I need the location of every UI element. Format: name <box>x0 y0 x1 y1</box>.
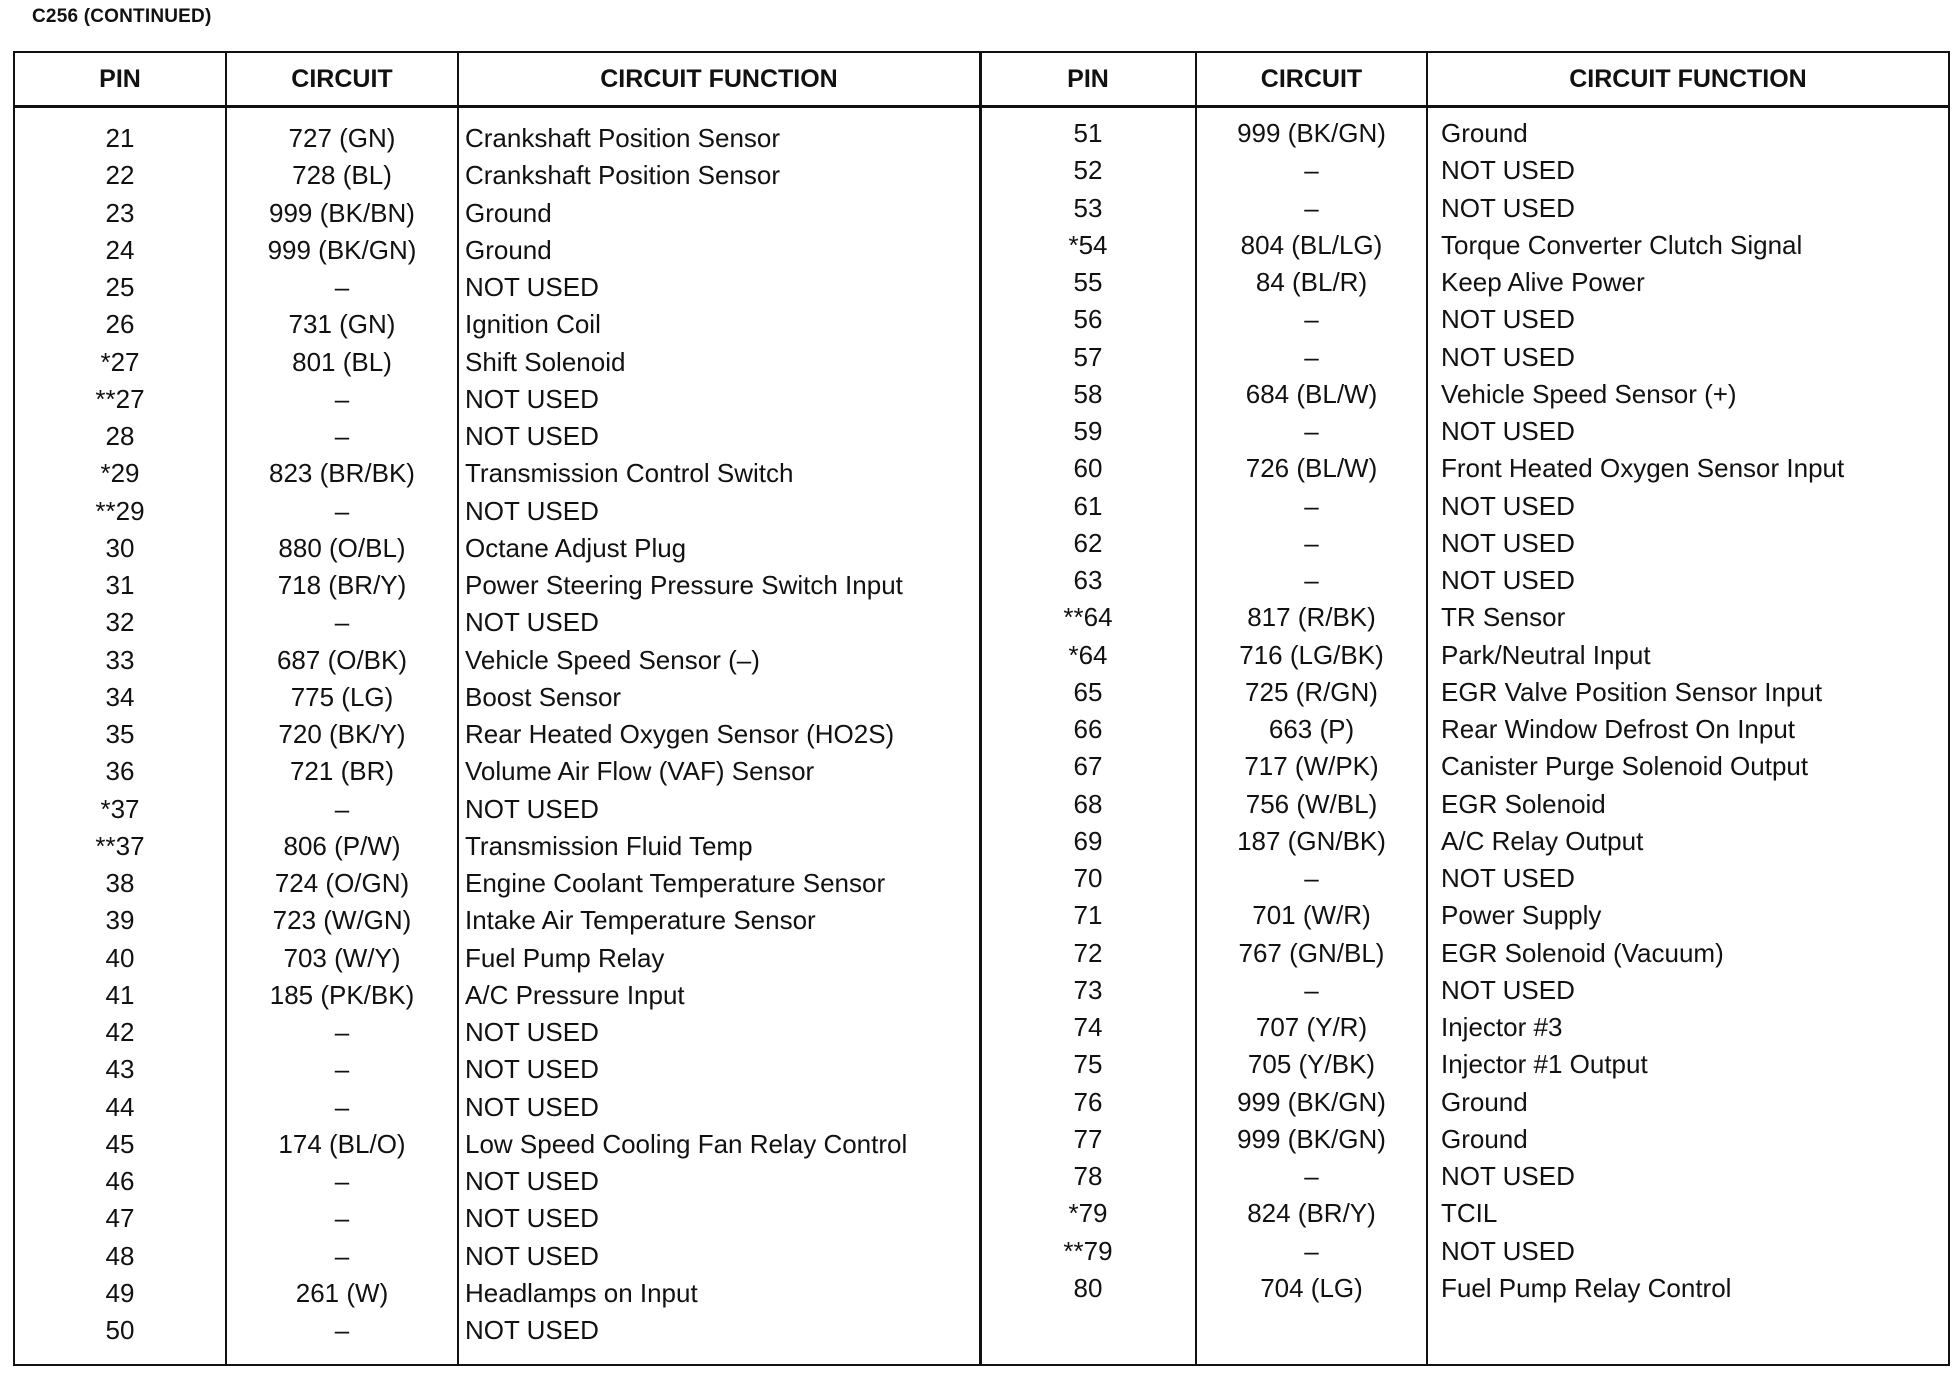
table-row <box>981 525 1948 562</box>
circuit-function-cell: Canister Purge Solenoid Output <box>1441 751 1809 782</box>
pin-cell: 70 <box>1073 863 1103 893</box>
circuit-function-cell: A/C Relay Output <box>1441 825 1644 856</box>
pin-cell: 71 <box>1073 900 1103 931</box>
circuit-cell: 728 (BL) <box>292 160 392 191</box>
table-row <box>981 376 1948 413</box>
right-table-body <box>981 115 1948 1307</box>
table-row <box>981 786 1948 823</box>
pin-cell: 39 <box>105 905 135 936</box>
table-row <box>981 115 1948 152</box>
circuit-cell: 185 (PK/BK) <box>269 979 415 1010</box>
table-row <box>15 120 981 157</box>
circuit-function-cell: Fuel Pump Relay Control <box>1441 1272 1732 1303</box>
circuit-function-cell: NOT USED <box>465 1240 599 1271</box>
pin-cell: 51 <box>1073 118 1103 148</box>
pin-cell: 74 <box>1073 1012 1103 1042</box>
pin-cell: 60 <box>1073 453 1103 484</box>
pin-cell: 77 <box>1073 1123 1103 1154</box>
circuit-function-cell: NOT USED <box>1441 155 1575 186</box>
table-row <box>15 530 981 567</box>
table-row <box>15 1126 981 1163</box>
pin-cell: *54 <box>1068 229 1108 260</box>
pin-cell: 78 <box>1073 1161 1103 1191</box>
pin-cell: **37 <box>95 830 145 861</box>
circuit-cell: 801 (BL) <box>292 346 392 377</box>
pin-cell: 68 <box>1073 788 1103 819</box>
pin-cell: 59 <box>1073 416 1103 446</box>
pin-cell: 38 <box>105 868 135 898</box>
circuit-function-cell: NOT USED <box>1441 416 1575 446</box>
circuit-function-cell: Fuel Pump Relay <box>465 942 665 973</box>
circuit-function-cell: TR Sensor <box>1441 602 1566 633</box>
circuit-function-cell: NOT USED <box>1441 863 1575 893</box>
left-table-body <box>15 120 981 1349</box>
circuit-cell: 724 (O/GN) <box>274 868 410 898</box>
pin-cell: 48 <box>105 1240 135 1271</box>
table-row <box>15 791 981 828</box>
circuit-cell: – <box>334 1166 350 1196</box>
table-row <box>981 488 1948 525</box>
table-row <box>981 1195 1948 1232</box>
pin-cell: 62 <box>1073 527 1103 558</box>
circuit-cell: – <box>1304 974 1319 1005</box>
table-row <box>15 269 981 306</box>
circuit-function-cell: NOT USED <box>1441 490 1575 521</box>
pin-cell: 33 <box>105 644 135 675</box>
connector-pin-table <box>13 51 1950 1366</box>
circuit-function-cell: NOT USED <box>465 1315 599 1345</box>
table-row <box>981 599 1948 636</box>
circuit-cell: – <box>334 1054 350 1085</box>
circuit-cell: – <box>334 793 350 824</box>
circuit-function-cell: NOT USED <box>465 1054 599 1085</box>
circuit-cell: 999 (BK/GN) <box>1237 118 1386 148</box>
circuit-function-cell: Intake Air Temperature Sensor <box>465 905 816 936</box>
circuit-cell: – <box>1304 565 1319 595</box>
circuit-function-cell: Octane Adjust Plug <box>465 532 687 563</box>
circuit-function-cell: Transmission Fluid Temp <box>465 830 753 861</box>
left-pin-table <box>15 53 981 1364</box>
circuit-cell: 823 (BR/BK) <box>269 458 415 489</box>
circuit-cell: 727 (GN) <box>288 123 396 153</box>
circuit-function-cell: NOT USED <box>1441 527 1575 558</box>
circuit-function-cell: NOT USED <box>1441 1161 1575 1191</box>
circuit-cell: – <box>334 495 350 526</box>
table-row <box>15 493 981 530</box>
pin-cell: 46 <box>105 1166 135 1196</box>
pin-cell: 65 <box>1073 676 1103 707</box>
circuit-function-cell: Power Supply <box>1441 900 1602 931</box>
circuit-cell: 705 (Y/BK) <box>1247 1049 1376 1080</box>
circuit-cell: – <box>334 1240 350 1271</box>
table-row <box>981 1009 1948 1046</box>
pin-cell: 45 <box>105 1128 135 1159</box>
circuit-function-cell: Injector #1 Output <box>1441 1049 1648 1080</box>
circuit-cell: 701 (W/R) <box>1252 900 1371 931</box>
circuit-column-header: CIRCUIT <box>1260 65 1363 93</box>
pin-cell: 23 <box>105 197 135 228</box>
pin-cell: 35 <box>105 719 135 749</box>
circuit-function-cell: NOT USED <box>465 421 599 451</box>
pin-cell: *79 <box>1068 1198 1108 1229</box>
table-row <box>981 1121 1948 1158</box>
circuit-function-cell: Vehicle Speed Sensor (–) <box>465 644 760 675</box>
pin-cell: 50 <box>105 1315 135 1345</box>
circuit-function-cell: NOT USED <box>465 1166 599 1196</box>
header-divider <box>15 105 981 108</box>
circuit-function-cell: NOT USED <box>1441 192 1575 223</box>
table-row <box>15 865 981 902</box>
circuit-cell: – <box>334 1017 350 1047</box>
circuit-function-cell: A/C Pressure Input <box>465 979 685 1010</box>
table-row <box>981 1233 1948 1270</box>
circuit-function-column-header: CIRCUIT FUNCTION <box>1569 65 1807 93</box>
table-row <box>15 679 981 716</box>
circuit-cell: – <box>334 1091 350 1122</box>
circuit-cell: 824 (BR/Y) <box>1247 1198 1376 1229</box>
table-row <box>15 977 981 1014</box>
pin-column-header: PIN <box>99 65 141 93</box>
circuit-cell: – <box>334 421 350 451</box>
pin-cell: **64 <box>1063 602 1113 633</box>
table-row <box>15 344 981 381</box>
circuit-cell: 756 (W/BL) <box>1245 788 1378 819</box>
pin-cell: *29 <box>100 458 140 489</box>
circuit-cell: 804 (BL/LG) <box>1240 229 1383 260</box>
table-row <box>981 897 1948 934</box>
table-row <box>15 828 981 865</box>
circuit-cell: – <box>1304 416 1319 446</box>
circuit-function-cell: NOT USED <box>465 1091 599 1122</box>
circuit-cell: – <box>334 607 350 638</box>
circuit-cell: 704 (LG) <box>1260 1272 1363 1303</box>
circuit-function-cell: Low Speed Cooling Fan Relay Control <box>465 1128 908 1159</box>
circuit-cell: – <box>334 383 350 414</box>
circuit-function-cell: EGR Solenoid <box>1441 788 1606 819</box>
table-row <box>15 232 981 269</box>
circuit-function-cell: Vehicle Speed Sensor (+) <box>1441 378 1737 409</box>
circuit-cell: 767 (GN/BL) <box>1238 937 1385 968</box>
table-row <box>15 157 981 194</box>
circuit-cell: 806 (P/W) <box>283 830 401 861</box>
header-divider <box>981 105 1948 108</box>
table-row <box>981 1084 1948 1121</box>
circuit-function-cell: Torque Converter Clutch Signal <box>1441 229 1803 260</box>
circuit-function-cell: Shift Solenoid <box>465 346 626 377</box>
circuit-cell: 717 (W/PK) <box>1244 751 1379 782</box>
pin-cell: 49 <box>105 1277 135 1308</box>
table-row <box>15 567 981 604</box>
pin-cell: 43 <box>105 1054 135 1085</box>
circuit-function-cell: Crankshaft Position Sensor <box>465 123 781 153</box>
circuit-cell: – <box>334 272 350 302</box>
circuit-function-cell: NOT USED <box>465 1017 599 1047</box>
circuit-cell: 723 (W/GN) <box>272 905 412 936</box>
pin-cell: *37 <box>100 793 140 824</box>
table-row <box>15 1275 981 1312</box>
circuit-function-cell: Ground <box>1441 118 1528 148</box>
table-row <box>981 1158 1948 1195</box>
circuit-function-cell: TCIL <box>1441 1198 1498 1229</box>
pin-cell: 24 <box>105 234 135 265</box>
pin-cell: 30 <box>105 532 135 563</box>
table-row <box>15 1238 981 1275</box>
circuit-cell: 187 (GN/BK) <box>1237 825 1386 856</box>
circuit-function-cell: Rear Heated Oxygen Sensor (HO2S) <box>465 719 895 749</box>
circuit-function-cell: NOT USED <box>465 495 599 526</box>
circuit-function-cell: Injector #3 <box>1441 1012 1563 1042</box>
circuit-cell: – <box>1304 304 1319 335</box>
table-row <box>15 902 981 939</box>
table-row <box>981 152 1948 189</box>
pin-cell: 66 <box>1073 714 1103 744</box>
pin-cell: 72 <box>1073 937 1103 968</box>
circuit-cell: – <box>1304 155 1319 186</box>
circuit-function-cell: NOT USED <box>1441 565 1575 595</box>
table-row <box>981 674 1948 711</box>
circuit-function-cell: Crankshaft Position Sensor <box>465 160 781 191</box>
circuit-function-cell: Ground <box>1441 1086 1528 1117</box>
page-title: C256 (CONTINUED) <box>32 6 212 27</box>
table-row <box>981 264 1948 301</box>
pin-cell: **29 <box>95 495 145 526</box>
table-row <box>15 1312 981 1349</box>
table-row <box>15 1163 981 1200</box>
circuit-cell: 261 (W) <box>295 1277 389 1308</box>
pin-cell: 58 <box>1073 378 1103 409</box>
table-row <box>981 637 1948 674</box>
table-row <box>981 935 1948 972</box>
pin-cell: 56 <box>1073 304 1103 335</box>
pin-cell: 69 <box>1073 825 1103 856</box>
table-row <box>15 604 981 641</box>
circuit-function-cell: NOT USED <box>465 272 599 302</box>
pin-cell: 26 <box>105 309 135 340</box>
table-row <box>15 306 981 343</box>
table-row <box>981 823 1948 860</box>
table-row <box>15 381 981 418</box>
pin-cell: 34 <box>105 681 135 712</box>
pin-cell: 73 <box>1073 974 1103 1005</box>
circuit-cell: – <box>334 1203 350 1234</box>
pin-cell: 55 <box>1073 267 1103 297</box>
circuit-function-cell: Keep Alive Power <box>1441 267 1645 297</box>
circuit-cell: 880 (O/BL) <box>278 532 406 563</box>
pin-cell: 25 <box>105 272 135 302</box>
circuit-cell: – <box>334 1315 350 1345</box>
circuit-cell: – <box>1304 192 1319 223</box>
circuit-cell: – <box>1304 490 1319 521</box>
table-row <box>15 940 981 977</box>
circuit-function-cell: NOT USED <box>465 1203 599 1234</box>
circuit-function-cell: Ground <box>1441 1123 1528 1154</box>
circuit-function-cell: EGR Solenoid (Vacuum) <box>1441 937 1724 968</box>
table-row <box>981 748 1948 785</box>
pin-cell: 76 <box>1073 1086 1103 1117</box>
table-row <box>981 860 1948 897</box>
pin-cell: 22 <box>105 160 135 191</box>
circuit-cell: 999 (BK/BN) <box>269 197 415 228</box>
table-row <box>981 1046 1948 1083</box>
pin-cell: 31 <box>105 570 135 600</box>
circuit-cell: 999 (BK/GN) <box>267 234 417 265</box>
circuit-function-cell: Front Heated Oxygen Sensor Input <box>1441 453 1845 484</box>
pin-cell: 28 <box>105 421 135 451</box>
pin-cell: 44 <box>105 1091 135 1122</box>
circuit-function-cell: NOT USED <box>1441 974 1575 1005</box>
table-row <box>15 455 981 492</box>
pin-cell: **27 <box>95 383 145 414</box>
table-row <box>981 1270 1948 1307</box>
circuit-cell: – <box>1304 341 1319 372</box>
circuit-function-cell: Ground <box>465 197 552 228</box>
table-row <box>15 642 981 679</box>
pin-cell: *64 <box>1068 639 1108 670</box>
circuit-cell: 720 (BK/Y) <box>278 719 406 749</box>
pin-cell: 63 <box>1073 565 1103 595</box>
circuit-cell: – <box>1304 527 1319 558</box>
circuit-function-cell: Transmission Control Switch <box>465 458 794 489</box>
table-row <box>981 301 1948 338</box>
circuit-function-cell: Park/Neutral Input <box>1441 639 1651 670</box>
circuit-function-cell: Rear Window Defrost On Input <box>1441 714 1796 744</box>
circuit-function-cell: Power Steering Pressure Switch Input <box>465 570 903 600</box>
circuit-function-cell: NOT USED <box>465 607 599 638</box>
table-row <box>15 1051 981 1088</box>
circuit-function-cell: Engine Coolant Temperature Sensor <box>465 868 886 898</box>
pin-cell: 67 <box>1073 751 1103 782</box>
circuit-function-column-header: CIRCUIT FUNCTION <box>600 65 838 93</box>
pin-cell: 57 <box>1073 341 1103 372</box>
table-row <box>981 190 1948 227</box>
circuit-cell: – <box>1304 1235 1319 1266</box>
circuit-cell: 725 (R/GN) <box>1245 676 1378 707</box>
right-pin-table <box>981 53 1948 1364</box>
circuit-cell: 684 (BL/W) <box>1245 378 1378 409</box>
pin-cell: 21 <box>105 123 135 153</box>
circuit-function-cell: NOT USED <box>1441 304 1575 335</box>
table-row <box>15 195 981 232</box>
circuit-cell: 718 (BR/Y) <box>277 570 407 600</box>
table-row <box>15 1200 981 1237</box>
table-row <box>15 716 981 753</box>
table-row <box>15 1014 981 1051</box>
circuit-cell: 174 (BL/O) <box>278 1128 406 1159</box>
pin-cell: 47 <box>105 1203 135 1234</box>
table-row <box>981 450 1948 487</box>
table-row <box>981 339 1948 376</box>
pin-cell: 40 <box>105 942 135 973</box>
table-row <box>15 753 981 790</box>
table-row <box>981 972 1948 1009</box>
table-row <box>981 227 1948 264</box>
circuit-cell: 731 (GN) <box>288 309 396 340</box>
circuit-cell: 999 (BK/GN) <box>1237 1086 1386 1117</box>
pin-cell: 75 <box>1073 1049 1103 1080</box>
pin-column-header: PIN <box>1067 65 1109 93</box>
circuit-cell: – <box>1304 863 1319 893</box>
circuit-cell: 999 (BK/GN) <box>1237 1123 1386 1154</box>
pin-cell: 32 <box>105 607 135 638</box>
circuit-function-cell: NOT USED <box>465 793 599 824</box>
circuit-cell: 687 (O/BK) <box>276 644 408 675</box>
table-row <box>15 418 981 455</box>
circuit-cell: 84 (BL/R) <box>1255 267 1368 297</box>
table-row <box>15 1089 981 1126</box>
pin-cell: 53 <box>1073 192 1103 223</box>
table-row <box>981 711 1948 748</box>
pin-cell: 80 <box>1073 1272 1103 1303</box>
circuit-cell: – <box>1304 1161 1319 1191</box>
circuit-function-cell: Headlamps on Input <box>465 1277 698 1308</box>
pin-cell: 61 <box>1073 490 1103 521</box>
pin-cell: 42 <box>105 1017 135 1047</box>
pin-cell: **79 <box>1063 1235 1113 1266</box>
table-row <box>981 562 1948 599</box>
circuit-cell: 726 (BL/W) <box>1245 453 1378 484</box>
pin-cell: 41 <box>105 979 135 1010</box>
circuit-function-cell: NOT USED <box>465 383 599 414</box>
pin-cell: 52 <box>1073 155 1103 186</box>
pin-cell: 36 <box>105 756 135 787</box>
circuit-cell: 663 (P) <box>1268 714 1355 744</box>
circuit-cell: 716 (LG/BK) <box>1239 639 1384 670</box>
circuit-cell: 721 (BR) <box>289 756 395 787</box>
circuit-function-cell: NOT USED <box>1441 1235 1575 1266</box>
circuit-cell: 707 (Y/R) <box>1255 1012 1368 1042</box>
circuit-function-cell: NOT USED <box>1441 341 1575 372</box>
circuit-function-cell: Boost Sensor <box>465 681 622 712</box>
circuit-cell: 703 (W/Y) <box>283 942 401 973</box>
circuit-cell: 817 (R/BK) <box>1247 602 1376 633</box>
circuit-function-cell: EGR Valve Position Sensor Input <box>1441 676 1823 707</box>
circuit-function-cell: Volume Air Flow (VAF) Sensor <box>465 756 815 787</box>
circuit-function-cell: Ignition Coil <box>465 309 601 340</box>
table-row <box>981 413 1948 450</box>
circuit-cell: 775 (LG) <box>290 681 394 712</box>
circuit-function-cell: Ground <box>465 234 552 265</box>
pin-cell: *27 <box>100 346 140 377</box>
circuit-column-header: CIRCUIT <box>291 65 393 93</box>
